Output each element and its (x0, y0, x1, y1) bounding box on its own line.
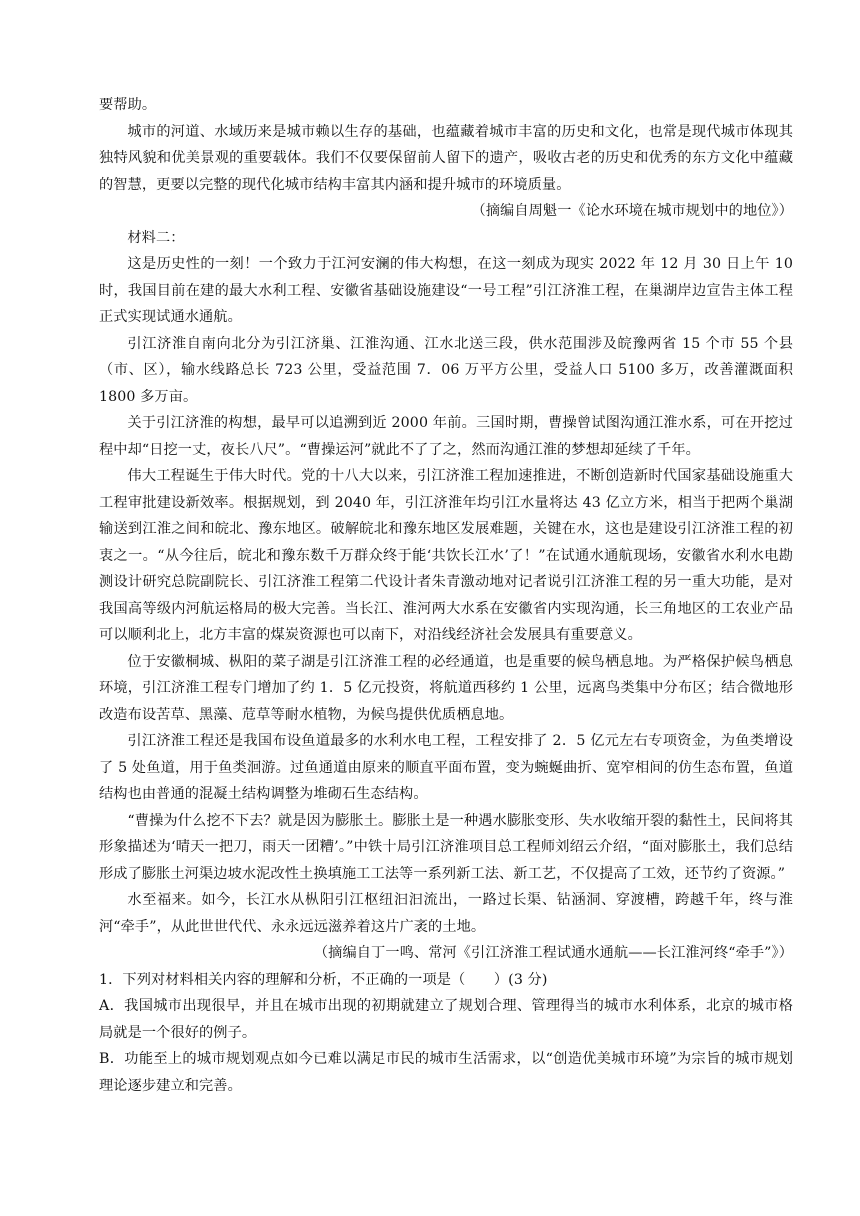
paragraph-rivers: 城市的河道、水域历来是城市赖以生存的基础，也蕴藏着城市丰富的历史和文化，也常是现代城市体现其独特风貌和优美景观的重要载体。我们不仅要保留前人留下的遗产，吸收古老的历史和优秀的东方文化中蕴藏的智慧，更要以完整的现代化城市结构丰富其内涵和提升城市的环境质量。 (99, 123, 793, 193)
paragraph: 位于安徽桐城、枞阳的菜子湖是引江济淮工程的必经通道，也是重要的候鸟栖息地。为严格保护候鸟栖息环境，引江济淮工程专门增加了约 1．5 亿元投资，将航道西移约 1 公里，远离鸟类集中分布区；结合微地形改造布设苦草、黑藻、苊草等耐水植物，为候鸟提供优质栖息地。 (99, 653, 793, 723)
material2-heading: 材料二： (127, 229, 185, 246)
document-body (99, 92, 793, 1099)
answer-option-a: A．我国城市出现很早，并且在城市出现的初期就建立了规划合理、管理得当的城市水利体系，北京的城市格局就是一个很好的例子。 (99, 998, 793, 1041)
paragraph: 引江济淮工程还是我国布设鱼道最多的水利水电工程，工程安排了 2．5 亿元左右专项资金，为鱼类增设了 5 处鱼道，用于鱼类洄游。过鱼通道由原来的顺直平面布置，变为蜿蜒曲折、宽窄相间的仿生态布置，鱼道结构也由普通的混凝土结构调整为堆砌石生态结构。 (99, 733, 793, 802)
source-citation-1: （摘编自周魁一《论水环境在城市规划中的地位》） (471, 203, 793, 219)
question-stem: 1．下列对材料相关内容的理解和分析，不正确的一项是（ ）(3 分) (99, 971, 548, 988)
paragraph: 伟大工程诞生于伟大时代。党的十八大以来，引江济淮工程加速推进，不断创造新时代国家基础设施重大工程审批建设新效率。根据规划，到 2040 年，引江济淮年均引江水量将达 43 亿立方米，相当于把两个巢湖输送到江淮之间和皖北、豫东地区。破解皖北和豫东地区发展难题，关键在水，这也是建设引江济淮工程的初衷之一。“从今往后，皖北和豫东数千万群众终于能‘共饮长江水’了！”在试通水通航现场，安徽省水利水电勘测设计研究总院副院长、引江济淮工程第二代设计者朱青激动地对记者说引江济淮工程的另一重大功能，是对我国高等级内河航运格局的极大完善。当长江、淮河两大水系在安徽省内实现沟通，长三角地区的工农业产品可以顺利北上，北方丰富的煤炭资源也可以南下，对沿线经济社会发展具有重要意义。 (99, 468, 793, 643)
paragraph: 水至福来。如今，长江水从枞阳引江枢纽汩汩流出，一路过长渠、钻涵洞、穿渡槽，跨越千年，终与淮河“牵手”，从此世世代代、永永远远滋养着这片广袤的土地。 (99, 892, 793, 935)
paragraph: 关于引江济淮的构想，最早可以追溯到近 2000 年前。三国时期，曹操曾试图沟通江淮水系，可在开挖过程中却“日挖一丈，夜长八尺”。“曹操运河”就此不了了之，然而沟通江淮的梦想却延续了千年。 (99, 415, 793, 458)
continued-text: 要帮助。 (99, 97, 157, 113)
paragraph: 引江济淮自南向北分为引江济巢、江淮沟通、江水北送三段，供水范围涉及皖豫两省 15 个市 55 个县（市、区），输水线路总长 723 公里，受益范围 7．06 万平方公里，受益人口 5100 多万，改善灌溉面积 1800 多万亩。 (99, 335, 793, 405)
answer-option-b: B．功能至上的城市规划观点如今已难以满足市民的城市生活需求，以“创造优美城市环境”为宗旨的城市规划理论逐步建立和完善。 (99, 1051, 793, 1094)
paragraph: 这是历史性的一刻！一个致力于江河安澜的伟大构想，在这一刻成为现实 2022 年 12 月 30 日上午 10 时，我国目前在建的最大水利工程、安徽省基础设施建设“一号工程”引江济淮工程，在巢湖岸边宣告主体工程正式实现试通水通航。 (99, 256, 793, 325)
source-citation-2: （摘编自丁一鸣、常河《引江济淮工程试通水通航——长江淮河终“牵手”》） (313, 945, 793, 961)
paragraph: “曹操为什么挖不下去？就是因为膨胀土。膨胀土是一种遇水膨胀变形、失水收缩开裂的黏性土，民间将其形象描述为‘晴天一把刀，雨天一团糟’。”中铁十局引江济淮项目总工程师刘绍云介绍，“面对膨胀土，我们总结形成了膨胀土河渠边坡水泥改性土换填施工工法等一系列新工法、新工艺，不仅提高了工效，还节约了资源。” (99, 812, 793, 882)
